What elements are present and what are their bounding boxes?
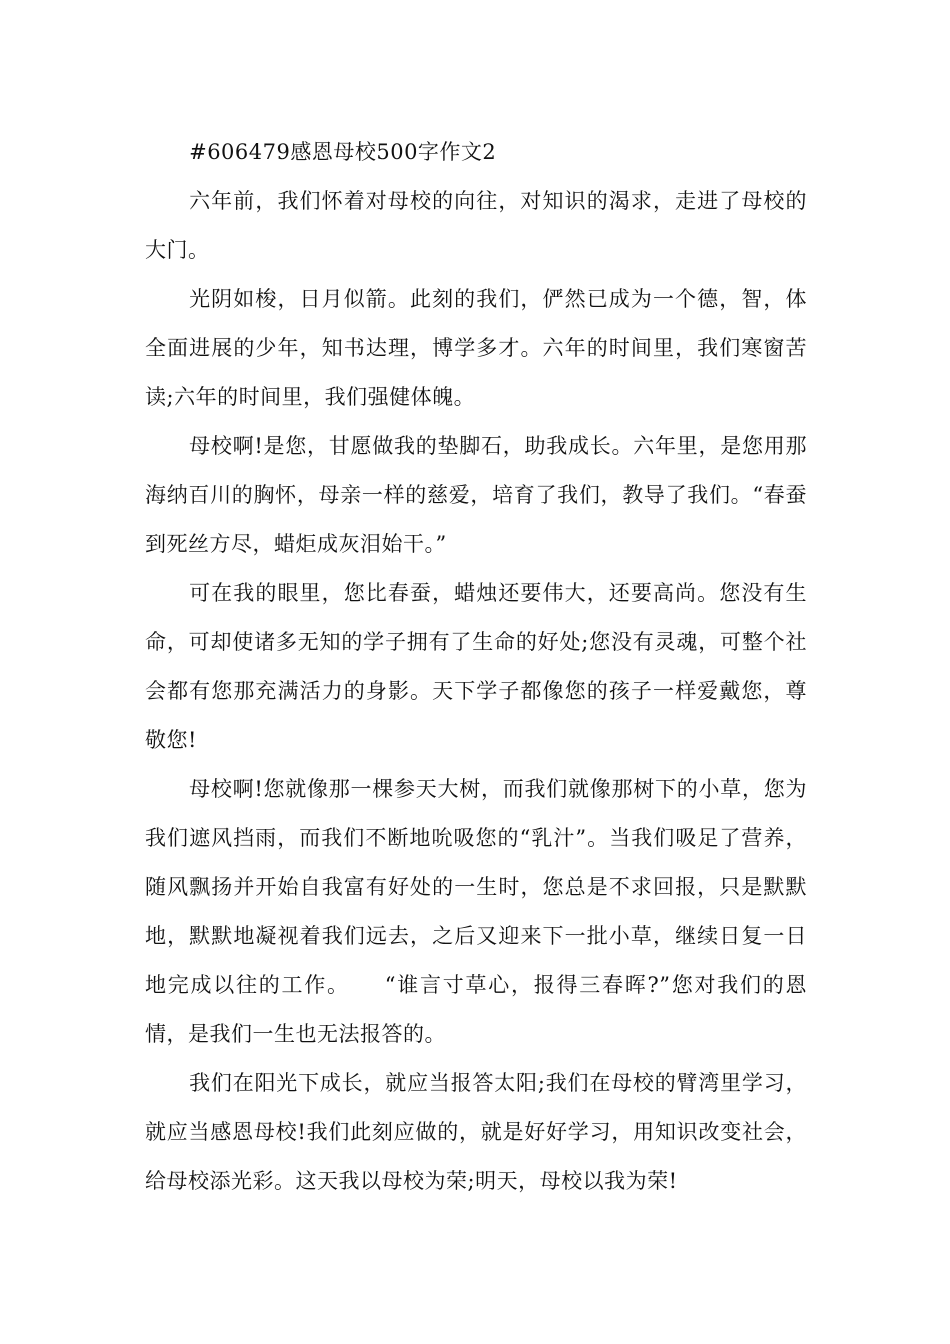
paragraph-1: 六年前，我们怀着对母校的向往，对知识的渴求，走进了母校的大门。 — [145, 189, 807, 262]
paragraph-5: 母校啊!您就像那一棵参天大树，而我们就像那树下的小草，您为我们遮风挡雨，而我们不断地吮吸您的“乳汁”。当我们吸足了营养，随风飘扬并开始自我富有好处的一生时，您总是不求回报，只是默默地，默默地凝视着我们远去，之后又迎来下一批小草，继续日复一日地完成以往的工作。 “谁言寸草心，报得三春晖?”您对我们的恩情，是我们一生也无法报答的。 — [145, 777, 807, 1046]
essay-body — [145, 128, 807, 1206]
paragraph-3: 母校啊!是您，甘愿做我的垫脚石，助我成长。六年里，是您用那海纳百川的胸怀，母亲一样的慈爱，培育了我们，教导了我们。“春蚕到死丝方尽，蜡炬成灰泪始干。” — [145, 434, 807, 556]
paragraph-6: 我们在阳光下成长，就应当报答太阳;我们在母校的臂湾里学习，就应当感恩母校!我们此刻应做的，就是好好学习，用知识改变社会，给母校添光彩。这天我以母校为荣;明天，母校以我为荣! — [145, 1071, 807, 1193]
essay-title: #606479感恩母校500字作文2 — [189, 140, 497, 164]
paragraph-4: 可在我的眼里，您比春蚕，蜡烛还要伟大，还要高尚。您没有生命，可却使诸多无知的学子拥有了生命的好处;您没有灵魂，可整个社会都有您那充满活力的身影。天下学子都像您的孩子一样爱戴您，尊敬您! — [145, 581, 807, 752]
paragraph-2: 光阴如梭，日月似箭。此刻的我们，俨然已成为一个德，智，体全面进展的少年，知书达理，博学多才。六年的时间里，我们寒窗苦读;六年的时间里，我们强健体魄。 — [145, 287, 807, 409]
